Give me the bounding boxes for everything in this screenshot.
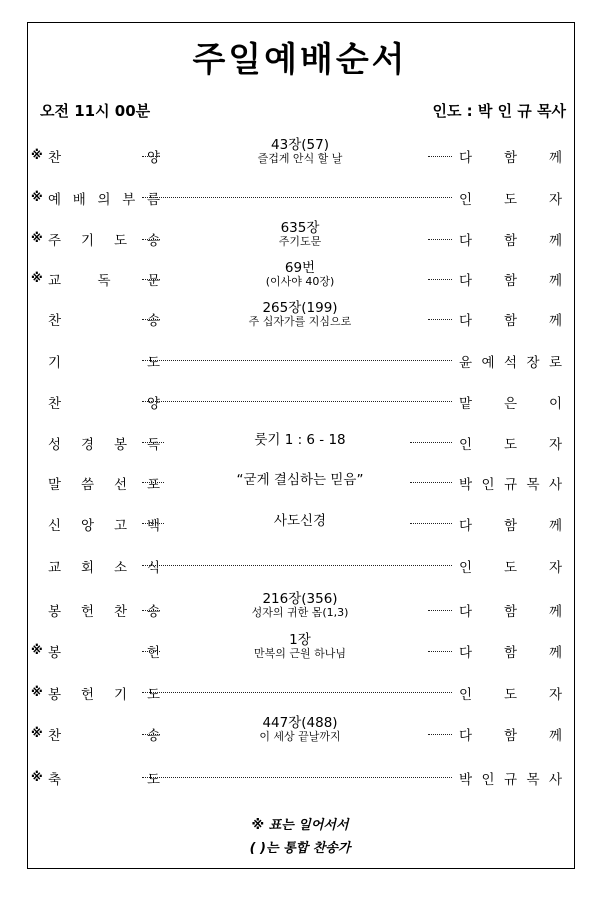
dotted-leader	[142, 319, 160, 320]
program-item-detail	[205, 592, 395, 619]
dotted-leader	[142, 239, 160, 240]
detail-sub: 만복의 근원 하나님	[253, 646, 346, 660]
program-item-name: 말 씀 선 포	[48, 477, 160, 493]
program-item-role: 다 함 께	[459, 518, 562, 534]
service-leader: 인도 : 박 인 규 목사	[432, 102, 566, 120]
program-row	[28, 180, 572, 220]
dotted-leader	[410, 442, 452, 443]
program-item-name: 기 도	[48, 355, 160, 371]
standing-mark: ※	[31, 271, 43, 285]
program-item-name: 찬 송	[48, 728, 160, 744]
dotted-leader	[428, 734, 452, 735]
program-item-name: 찬 양	[48, 396, 160, 412]
detail-sub: 즐겁게 안식 할 날	[257, 151, 343, 165]
dotted-leader	[428, 651, 452, 652]
dotted-leader	[142, 401, 452, 402]
dotted-leader	[428, 610, 452, 611]
program-item-name: 봉 헌 기 도	[48, 687, 160, 703]
program-row	[28, 425, 572, 465]
standing-mark: ※	[31, 643, 43, 657]
program-item-role: 인 도 자	[459, 560, 562, 576]
program-row	[28, 221, 572, 261]
program-row	[28, 261, 572, 301]
standing-mark: ※	[31, 148, 43, 162]
detail-main: 69번	[284, 260, 316, 276]
detail-main: 사도신경	[273, 513, 327, 529]
footer-note-standing: ※ 표는 일어서서	[251, 818, 349, 833]
detail-main: 43장(57)	[271, 137, 329, 153]
program-item-role: 다 함 께	[459, 273, 562, 289]
program-item-detail	[205, 716, 395, 743]
dotted-leader	[142, 279, 160, 280]
program-item-name: 봉 헌 찬 송	[48, 604, 160, 620]
page-title: 주일예배순서	[192, 40, 408, 80]
program-item-role: 다 함 께	[459, 645, 562, 661]
program-item-name: 성 경 봉 독	[48, 437, 160, 453]
program-row	[28, 633, 572, 673]
program-item-role: 박 인 규 목 사	[459, 772, 562, 788]
detail-main: 265장(199)	[262, 300, 338, 316]
program-row	[28, 384, 572, 424]
program-row	[28, 548, 572, 588]
service-time: 오전 11시 00분	[40, 102, 151, 120]
detail-sub: 이 세상 끝날까지	[259, 729, 341, 743]
program-item-name: 주 기 도 송	[48, 233, 160, 249]
program-item-detail	[215, 514, 385, 529]
detail-sub: (이사야 40장)	[265, 274, 335, 288]
dotted-leader	[142, 692, 452, 693]
program-item-name: 축 도	[48, 772, 160, 788]
program-row	[28, 760, 572, 800]
program-row	[28, 675, 572, 715]
program-item-detail	[205, 633, 395, 660]
dotted-leader	[428, 279, 452, 280]
program-item-role: 맡 은 이	[459, 396, 562, 412]
detail-main: 룻기 1 : 6 - 18	[254, 432, 346, 448]
dotted-leader	[142, 565, 452, 566]
program-row	[28, 465, 572, 505]
footer-notes	[0, 815, 600, 861]
program-item-detail	[205, 221, 395, 248]
program-item-role: 인 도 자	[459, 687, 562, 703]
dotted-leader	[142, 360, 452, 361]
detail-main: 1장	[289, 632, 311, 648]
detail-main: 447장(488)	[262, 715, 338, 731]
dotted-leader	[410, 523, 452, 524]
dotted-leader	[142, 156, 160, 157]
dotted-leader	[428, 156, 452, 157]
dotted-leader	[142, 777, 452, 778]
dotted-leader	[142, 523, 164, 524]
dotted-leader	[142, 482, 164, 483]
dotted-leader	[410, 482, 452, 483]
program-item-detail	[205, 261, 395, 288]
footer-note-hymnal: ( )는 통합 찬송가	[249, 840, 351, 856]
program-row	[28, 592, 572, 632]
program-item-role: 윤 예 석 장 로	[459, 355, 562, 371]
dotted-leader	[142, 610, 160, 611]
standing-mark: ※	[31, 770, 43, 784]
program-item-name: 찬 양	[48, 150, 160, 166]
program-row	[28, 301, 572, 341]
dotted-leader	[142, 197, 452, 198]
program-item-name: 교 독 문	[48, 273, 160, 289]
dotted-leader	[428, 319, 452, 320]
program-item-role: 다 함 께	[459, 728, 562, 744]
program-row	[28, 343, 572, 383]
program-item-role: 박 인 규 목 사	[459, 477, 562, 493]
detail-sub: 주기도문	[278, 234, 322, 248]
program-item-role: 다 함 께	[459, 233, 562, 249]
program-item-detail	[215, 433, 385, 448]
dotted-leader	[142, 651, 160, 652]
program-item-role: 인 도 자	[459, 192, 562, 208]
program-item-detail	[205, 138, 395, 165]
program-item-role: 다 함 께	[459, 150, 562, 166]
detail-main: 216장(356)	[262, 591, 338, 607]
standing-mark: ※	[31, 231, 43, 245]
program-item-name: 예 배 의 부 름	[48, 192, 160, 208]
detail-sub: 주 십자가를 지심으로	[248, 314, 352, 328]
program-item-role: 다 함 께	[459, 604, 562, 620]
standing-mark: ※	[31, 685, 43, 699]
program-item-name: 찬 송	[48, 313, 160, 329]
program-item-detail	[205, 301, 395, 328]
detail-sub: 성자의 귀한 몸(1,3)	[251, 605, 349, 619]
standing-mark: ※	[31, 726, 43, 740]
dotted-leader	[428, 239, 452, 240]
dotted-leader	[142, 734, 160, 735]
detail-main: 635장	[280, 220, 320, 236]
program-row	[28, 506, 572, 546]
program-item-name: 신 앙 고 백	[48, 518, 160, 534]
standing-mark: ※	[31, 190, 43, 204]
dotted-leader	[142, 442, 164, 443]
program-item-name: 교 회 소 식	[48, 560, 160, 576]
program-item-role: 인 도 자	[459, 437, 562, 453]
program-item-role: 다 함 께	[459, 313, 562, 329]
detail-main: “굳게 결심하는 믿음”	[236, 472, 364, 488]
program-row	[28, 716, 572, 756]
program-row	[28, 138, 572, 178]
program-item-name: 봉 헌	[48, 645, 160, 661]
program-item-detail	[215, 473, 385, 488]
